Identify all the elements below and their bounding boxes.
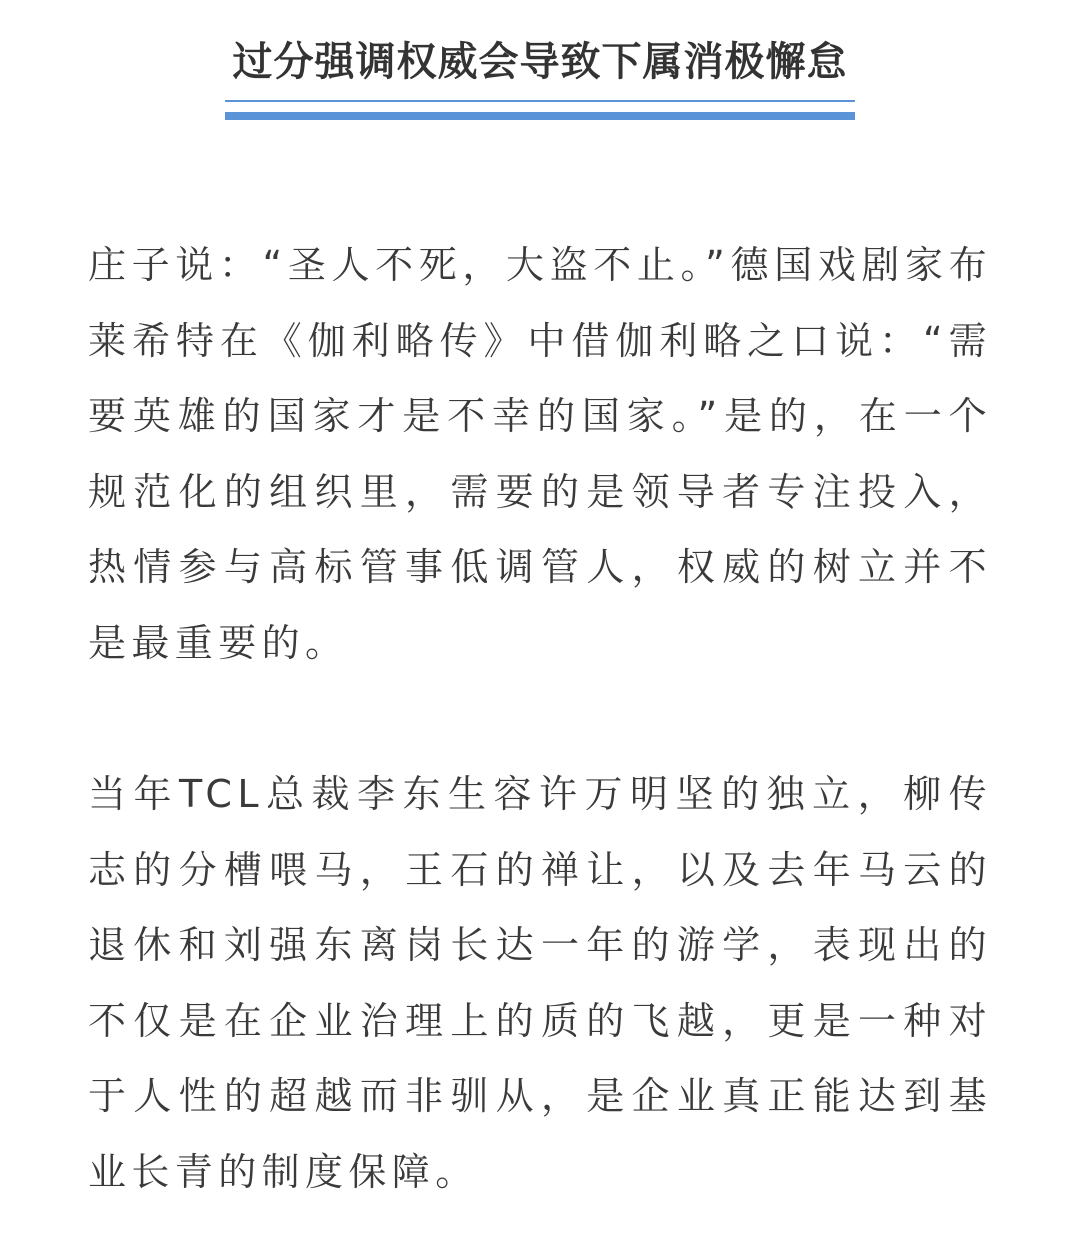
article-body: [88, 228, 992, 1210]
title-divider-thin: [225, 100, 855, 102]
paragraph-tcl-example: 当年TCL总裁李东生容许万明坚的独立，柳传志的分槽喂马，王石的禅让，以及去年马云的退休和刘强东离岗长达一年的游学，表现出的不仅是在企业治理上的质的飞越，更是一种对于人性的超越而非驯从，是企业真正能达到基业长青的制度保障。: [88, 772, 992, 1194]
paragraph-zhuangzi-quote: 庄子说：“圣人不死，大盗不止。”德国戏剧家布莱希特在《伽利略传》中借伽利略之口说：“需要英雄的国家才是不幸的国家。”是的，在一个规范化的组织里，需要的是领导者专注投入，热情参与高标管事低调管人，权威的树立并不是最重要的。: [88, 243, 992, 665]
page-title: 过分强调权威会导致下属消极懈怠: [232, 39, 848, 85]
heading-container: [0, 28, 1080, 96]
title-divider-thick: [225, 112, 855, 120]
